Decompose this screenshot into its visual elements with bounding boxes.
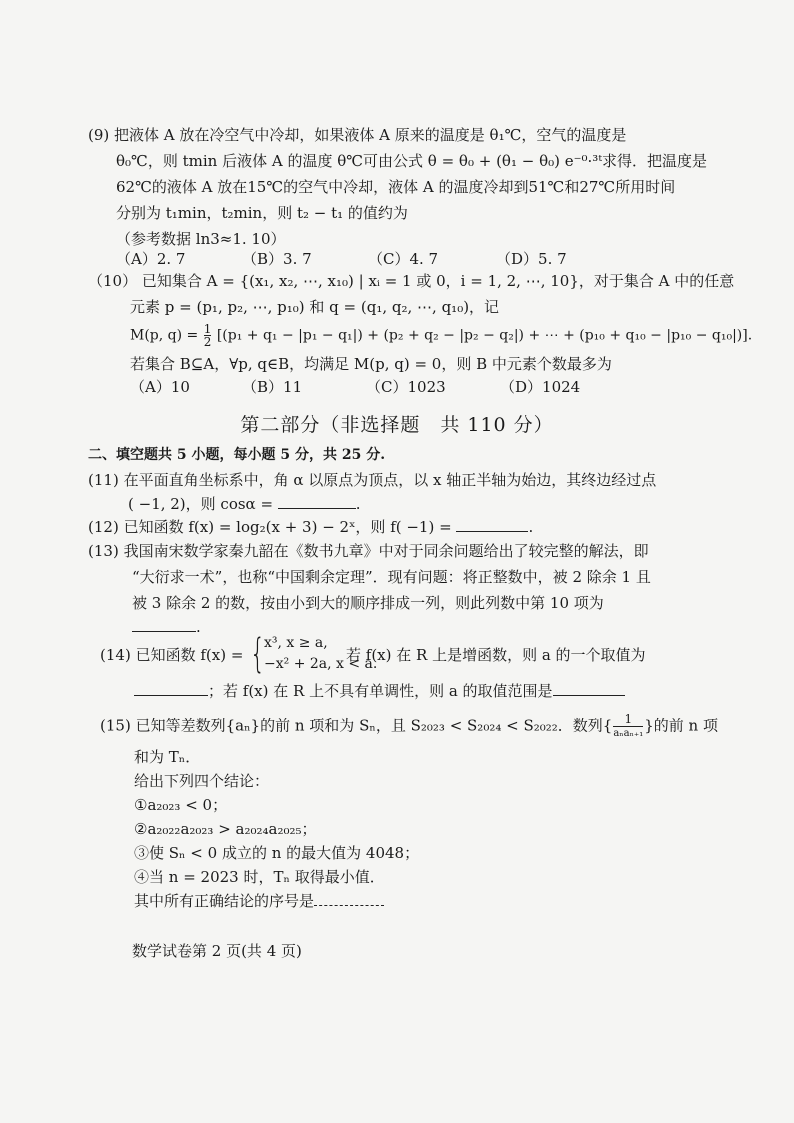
- section-subheading: 二、填空题共 5 小题，每小题 5 分，共 25 分.: [88, 447, 386, 463]
- question-14-line2: ；若 f(x) 在 R 上不具有单调性，则 a 的取值范围是: [134, 680, 625, 703]
- conclusion-4: ④当 n = 2023 时，Tₙ 取得最小值．: [134, 868, 385, 886]
- section-title: 第二部分（非选择题 共 110 分）: [240, 414, 554, 436]
- question-10-line4: 若集合 B⊆A，∀p, q∈B，均满足 M(p, q) = 0，则 B 中元素个数最多为: [130, 355, 612, 373]
- answer-blank[interactable]: [134, 681, 208, 696]
- question-10-line2: 元素 p = (p₁, p₂, ⋯, p₁₀) 和 q = (q₁, q₂, ⋯, q₁₀)，记: [130, 298, 500, 316]
- question-14-line1: (14) 已知函数 f(x) =: [100, 646, 244, 664]
- option-d: （D）1024: [500, 378, 581, 396]
- question-14-number: (14): [100, 646, 131, 664]
- option-b: （B）11: [242, 378, 303, 396]
- question-13-line3: 被 3 除余 2 的数，按由小到大的顺序排成一列，则此列数中第 10 项为: [132, 594, 604, 612]
- question-13-number: (13): [88, 542, 119, 560]
- question-10-formula: M(p, q) = $\frac{1}{2}$ [(p₁ + q₁ − |p₁ − q₁|) + (p₂ + q₂ − |p₂ − q₂|) + ⋯ + (p₁₀ + q₁₀ − |p₁₀ − q₁₀|)].: [130, 322, 753, 349]
- sequence-fraction: 1 aₙaₙ₊₁: [613, 712, 644, 739]
- question-9-line4: 分别为 t₁min，t₂min，则 t₂ − t₁ 的值约为: [116, 204, 408, 222]
- answer-blank[interactable]: [132, 617, 196, 632]
- question-15-line1: (15) 已知等差数列{aₙ}的前 n 项和为 Sₙ，且 S₂₀₂₃ < S₂₀₂₄ < S₂₀₂₂．数列{ 1 aₙaₙ₊₁ }的前 n 项: [100, 712, 718, 739]
- piecewise-case-1: x³, x ≥ a,: [264, 635, 328, 651]
- piecewise-case-2: −x² + 2a, x < a.: [264, 656, 378, 672]
- left-brace: {: [250, 631, 266, 677]
- option-b: （B）3. 7: [242, 250, 312, 268]
- option-a: （A）10: [130, 378, 190, 396]
- option-d: （D）5. 7: [496, 250, 567, 268]
- answer-blank[interactable]: [456, 517, 528, 532]
- question-13-line1: (13) 我国南宋数学家秦九韶在《数书九章》中对于同余问题给出了较完整的解法，即: [88, 542, 649, 560]
- question-10-number: （10）: [88, 272, 138, 290]
- page-footer: 数学试卷第 2 页(共 4 页): [132, 942, 302, 960]
- option-c: （C）4. 7: [368, 250, 439, 268]
- answer-blank[interactable]: [314, 891, 384, 906]
- question-15-number: (15): [100, 716, 131, 735]
- answer-blank[interactable]: [553, 681, 625, 696]
- piecewise-function: [250, 631, 378, 677]
- question-11-line2: ( −1, 2)，则 cosα = .: [128, 495, 361, 513]
- half-fraction: $\frac{1}{2}$: [203, 322, 212, 349]
- question-9-line1: (9) 把液体 A 放在冷空气中冷却，如果液体 A 原来的温度是 θ₁℃，空气的温度是: [88, 126, 627, 144]
- question-9-reference: （参考数据 ln3≈1. 10）: [116, 230, 286, 248]
- question-9-line3: 62℃的液体 A 放在15℃的空气中冷却，液体 A 的温度冷却到51℃和27℃所用时间: [116, 178, 676, 196]
- question-11-number: (11): [88, 471, 119, 489]
- question-10-line1: （10） 已知集合 A = {(x₁, x₂, ⋯, x₁₀) | xᵢ = 1 或 0，i = 1, 2, ⋯, 10}，对于集合 A 中的任意: [88, 272, 735, 290]
- option-c: （C）1023: [366, 378, 446, 396]
- question-13-line4: .: [132, 616, 201, 639]
- question-14-condition: 若 f(x) 在 R 上是增函数，则 a 的一个取值为: [346, 646, 646, 664]
- conclusion-3: ③使 Sₙ < 0 成立的 n 的最大值为 4048；: [134, 844, 420, 862]
- question-9-number: (9): [88, 126, 110, 144]
- question-12-number: (12): [88, 518, 119, 536]
- question-10-options: [130, 376, 690, 399]
- question-13-line2: “大衍求一术”，也称“中国剩余定理”．现有问题：将正整数中，被 2 除余 1 且: [132, 568, 651, 586]
- question-9-options: [116, 248, 716, 271]
- question-15-line2: 和为 Tₙ．: [134, 748, 201, 766]
- question-15-line3: 给出下列四个结论：: [134, 772, 270, 790]
- question-9-line2: θ₀℃，则 tmin 后液体 A 的温度 θ℃可由公式 θ = θ₀ + (θ₁ − θ₀) e⁻⁰·³ᵗ求得．把温度是: [116, 152, 708, 170]
- answer-blank[interactable]: [278, 494, 356, 509]
- question-15-ask: 其中所有正确结论的序号是: [134, 890, 384, 913]
- question-11-line1: (11) 在平面直角坐标系中，角 α 以原点为顶点，以 x 轴正半轴为始边，其终边经过点: [88, 471, 657, 489]
- option-a: （A）2. 7: [116, 250, 186, 268]
- conclusion-1: ①a₂₀₂₃ < 0；: [134, 796, 228, 814]
- question-12-line1: (12) 已知函数 f(x) = log₂(x + 3) − 2ˣ，则 f( −1) = .: [88, 518, 534, 536]
- conclusion-2: ②a₂₀₂₂a₂₀₂₃ > a₂₀₂₄a₂₀₂₅；: [134, 820, 317, 838]
